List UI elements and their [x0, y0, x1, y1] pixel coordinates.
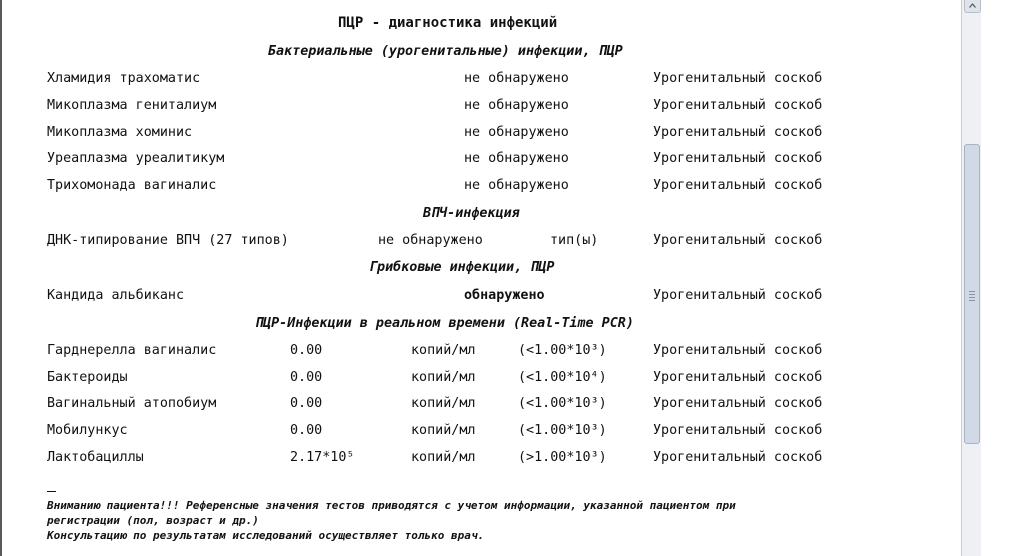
- row-material: Урогенитальный соскоб: [653, 370, 823, 385]
- grip-line: [969, 291, 975, 292]
- row-value: 0.00: [290, 343, 323, 358]
- row-material: Урогенитальный соскоб: [653, 450, 823, 465]
- notice-line: регистрации (пол, возраст и др.): [47, 514, 259, 527]
- row-result: обнаружено: [464, 288, 545, 303]
- row-material: Урогенитальный соскоб: [653, 98, 823, 113]
- row-name: Микоплазма гениталиум: [47, 98, 217, 113]
- scroll-up-button[interactable]: [964, 0, 981, 13]
- chevron-up-icon: [969, 3, 976, 8]
- row-name: Вагинальный атопобиум: [47, 396, 217, 411]
- row-value: 0.00: [290, 396, 323, 411]
- footer-mark: [47, 491, 56, 492]
- page-title: ПЦР - диагностика инфекций: [338, 15, 558, 31]
- row-name: Гарднерелла вагиналис: [47, 343, 217, 358]
- row-material: Урогенитальный соскоб: [653, 233, 823, 248]
- row-unit: копий/мл: [411, 423, 476, 438]
- row-material: Урогенитальный соскоб: [653, 396, 823, 411]
- row-material: Урогенитальный соскоб: [653, 423, 823, 438]
- row-material: Урогенитальный соскоб: [653, 178, 823, 193]
- row-material: Урогенитальный соскоб: [653, 125, 823, 140]
- row-result: не обнаружено: [464, 98, 569, 113]
- row-result: не обнаружено: [464, 178, 569, 193]
- row-name: Бактероиды: [47, 370, 128, 385]
- section-realtime: ПЦР-Инфекции в реальном времени (Real-Time PCR): [255, 316, 634, 331]
- grip-line: [969, 297, 975, 298]
- row-value: 0.00: [290, 423, 323, 438]
- row-name: Микоплазма хоминис: [47, 125, 193, 140]
- vertical-scrollbar[interactable]: [961, 0, 981, 556]
- section-fungal: Грибковые инфекции, ПЦР: [369, 260, 555, 275]
- row-reference: (<1.00*10³): [518, 423, 607, 438]
- row-unit: копий/мл: [411, 396, 476, 411]
- row-name: Трихомонада вагиналис: [47, 178, 217, 193]
- row-material: Урогенитальный соскоб: [653, 151, 823, 166]
- row-result: не обнаружено: [464, 151, 569, 166]
- notice-line: Вниманию пациента!!! Референсные значения тестов приводятся с учетом информации, указанной пациентом при: [47, 499, 736, 512]
- row-reference: (<1.00*10³): [518, 396, 607, 411]
- row-name: Хламидия трахоматис: [47, 71, 201, 86]
- row-name: ДНК-типирование ВПЧ (27 типов): [47, 233, 289, 248]
- row-material: Урогенитальный соскоб: [653, 343, 823, 358]
- section-bacterial: Бактериальные (урогенитальные) инфекции, ПЦР: [268, 44, 623, 59]
- row-unit: копий/мл: [411, 450, 476, 465]
- row-reference: (<1.00*10⁴): [518, 370, 607, 385]
- row-value: 2.17*10⁵: [290, 450, 355, 465]
- grip-line: [969, 300, 975, 301]
- grip-line: [969, 294, 975, 295]
- row-unit: копий/мл: [411, 370, 476, 385]
- row-result: не обнаружено: [464, 71, 569, 86]
- row-type: тип(ы): [550, 233, 599, 248]
- patient-notice: [47, 498, 907, 543]
- row-value: 0.00: [290, 370, 323, 385]
- notice-line: Консультацию по результатам исследований осуществляет только врач.: [47, 529, 485, 542]
- row-result: не обнаружено: [378, 233, 483, 248]
- row-result: не обнаружено: [464, 125, 569, 140]
- section-hpv: ВПЧ-инфекция: [423, 206, 520, 221]
- row-name: Кандида альбиканс: [47, 288, 185, 303]
- row-name: Лактобациллы: [47, 450, 144, 465]
- row-name: Мобилункус: [47, 423, 128, 438]
- scroll-thumb[interactable]: [964, 144, 980, 444]
- row-reference: (<1.00*10³): [518, 343, 607, 358]
- row-name: Уреаплазма уреалитикум: [47, 151, 225, 166]
- row-reference: (>1.00*10³): [518, 450, 607, 465]
- row-material: Урогенитальный соскоб: [653, 288, 823, 303]
- row-material: Урогенитальный соскоб: [653, 71, 823, 86]
- row-unit: копий/мл: [411, 343, 476, 358]
